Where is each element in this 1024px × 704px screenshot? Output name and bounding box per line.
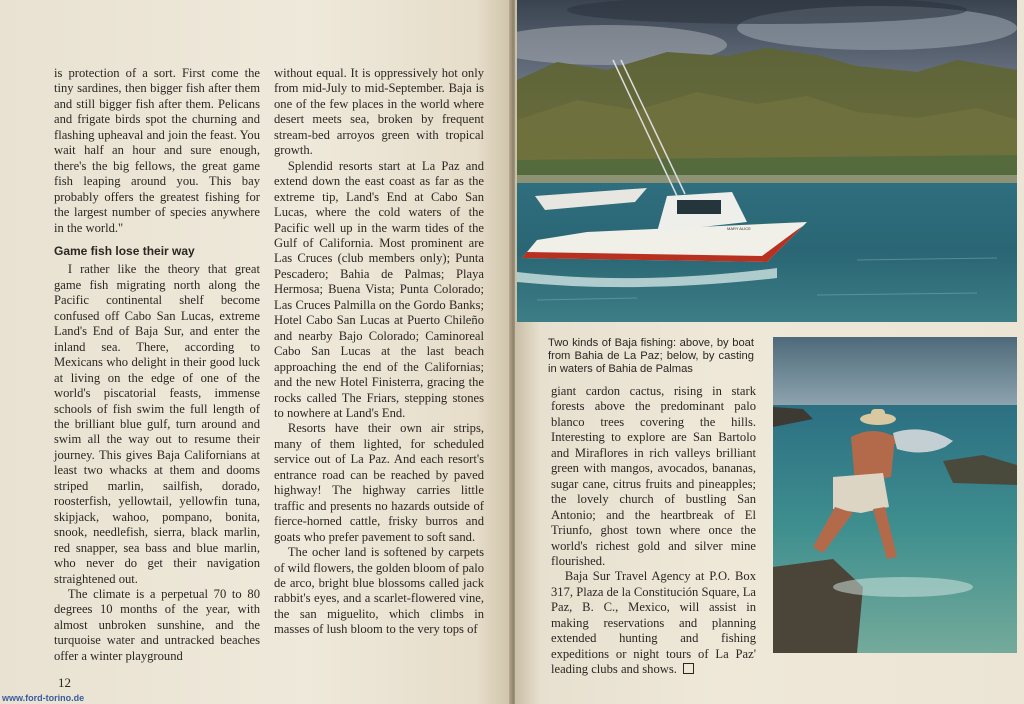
paragraph: is protection of a sort. First come the tiny sardines, then bigger fish after them and still bigger fish after them. Pelicans and frigate birds spot the churning and flashing upheaval and join the feast. You wait half an hour and sure enough, there's the big fellows, the great game fish leaping around you. This bay probably offers the greatest fishing for the largest number of species anywhere in the world."	[54, 66, 260, 235]
right-column	[551, 384, 756, 678]
paragraph	[551, 569, 756, 677]
photo-boat-illustration	[517, 0, 1017, 322]
photo-caption: Two kinds of Baja fishing: above, by boat from Bahia de La Paz; below, by casting in waters of Bahia de Palmas	[548, 337, 754, 376]
photo-boat	[517, 0, 1017, 322]
paragraph: I rather like the theory that great game fish migrating north along the Pacific continental shelf become confused off Cabo San Lucas, extreme Land's End of Baja Sur, and enter the inland sea. There, according to Mexicans who delight in their good luck at living on the edge of one of the world's piscatorial feasts, immense schools of fish swim the full length of the brilliant blue gulf, turn around and swim all the way out to resume their journey. This gives Baja Californians at least two whacks at them and dooms striped marlin, sailfish, dorado, roosterfish, yellowtail, yellowfin tuna, skipjack, wahoo, pompano, bonita, snook, needlefish, sierra, black marlin, red snapper, sea bass and blue marlin, who never do get their navigation straightened out.	[54, 262, 260, 586]
page-number: 12	[58, 675, 71, 690]
paragraph: Splendid resorts start at La Paz and extend down the east coast as far as the extreme tip, Land's End at Cabo San Lucas, where the cold waters of the Pacific well up in the warm tides of the Gulf of California. Most prominent are Las Cruces (club members only); Punta Pescadero; Bahia de Palmas; Playa Hermosa; Buena Vista; Punta Colorado; Las Cruces Palmilla on the Gordo Banks; Hotel Cabo San Lucas at Puerto Chileño and nearby Bajo Colorado; Caminoreal Cabo San Lucas at the last beach approaching the end of the Californias; and the new Hotel Finisterra, gracing the rocks called The Friars, stepping stones to nowhere at Land's End.	[274, 158, 484, 420]
paragraph: without equal. It is oppressively hot only from mid-July to mid-September. Baja is one of the few places in the world where desert meets sea, broken by frequent stream-bed arroyos green with tropical growth.	[274, 66, 484, 158]
paragraph: Resorts have their own air strips, many of them lighted, for scheduled service out of La Paz. And each resort's entrance road can be reached by paved highway! The highway carries little traffic and presents no hazards outside of fierce-horned cattle, frisky burros and goats who prefer pavement to soft sand.	[274, 421, 484, 544]
section-heading: Game fish lose their way	[54, 243, 195, 258]
watermark[interactable]: www.ford-torino.de	[2, 693, 85, 703]
paragraph: The ocher land is softened by carpets of wild flowers, the golden bloom of palo de arco, bright blue blossoms called jack rabbit's eyes, and a scarlet-flowered vine, the san miguelito, which climbs in masses of lush bloom to the very tops of	[274, 545, 484, 637]
end-mark-icon	[683, 663, 694, 674]
photo-fisherman	[773, 337, 1017, 653]
paragraph: giant cardon cactus, rising in stark forests above the predominant palo blanco trees covering the hills. Interesting to explore are San Bartolo and Miraflores in rich valleys brilliant green with mangos, avocados, bananas, sugar cane, citrus fruits and pineapples; the lovely church of bustling San Antonio; and the heartbreak of El Triunfo, ghost town where once the world's richest gold and silver mine flourished.	[551, 384, 756, 568]
left-column-2	[274, 66, 484, 638]
photo-fisherman-illustration	[773, 337, 1017, 653]
left-column-1	[54, 66, 260, 664]
paragraph-text: Baja Sur Travel Agency at P.O. Box 317, Plaza de la Constitución Square, La Paz, B. C., Mexico, will assist in making reservations and planning extended hunting and fishing expeditions or night tours of La Paz' leading clubs and shows.	[551, 569, 756, 677]
boat-name: MARY ALICE	[727, 226, 751, 231]
paragraph: The climate is a perpetual 70 to 80 degrees 10 months of the year, with almost unbroken sunshine, and the turquoise water and untracked beaches offer a winter playground	[54, 586, 260, 663]
